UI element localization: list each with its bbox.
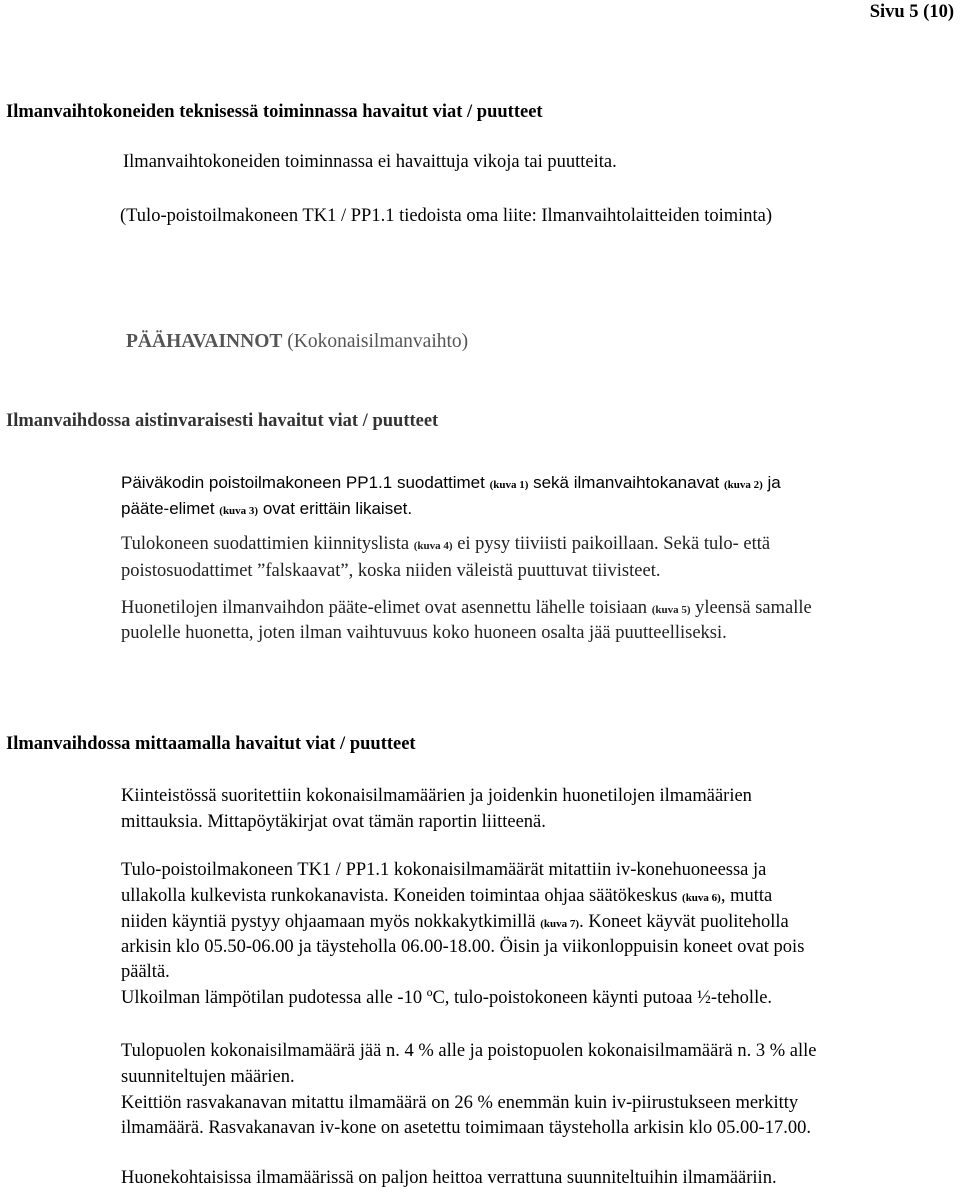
measured-p2-line1: Tulo-poistoilmakoneen TK1 / PP1.1 kokonaisilmamäärät mitattiin iv-konehuoneessa ja <box>121 860 767 880</box>
measured-p2-line5: päältä. <box>121 962 170 982</box>
photo-ref-2: (kuva 2) <box>723 479 763 491</box>
page-number: Sivu 5 (10) <box>869 2 954 22</box>
measured-p3-line3: Keittiön rasvakanavan mitattu ilmamäärä on 26 % enemmän kuin iv-piirustukseen merkitty <box>121 1093 799 1113</box>
photo-ref-1: (kuva 1) <box>489 479 529 491</box>
measured-p3-line1: Tulopuolen kokonaisilmamäärä jää n. 4 % alle ja poistopuolen kokonaisilmamäärä n. 3 % alle <box>121 1041 817 1061</box>
main-findings-bold: PÄÄHAVAINNOT <box>126 331 283 352</box>
photo-ref-7: (kuva 7) <box>540 918 580 930</box>
photo-ref-5: (kuva 5) <box>651 604 691 616</box>
technical-line-2: (Tulo-poistoilmakoneen TK1 / PP1.1 tiedoista oma liite: Ilmanvaihtolaitteiden toiminta) <box>120 206 773 226</box>
sensory-p1-line2: pääte-elimet (kuva 3) ovat erittäin likaiset. <box>121 499 413 518</box>
section-heading-measured: Ilmanvaihdossa mittaamalla havaitut viat / puutteet <box>6 734 416 754</box>
main-findings-rest: (Kokonaisilmanvaihto) <box>282 331 469 352</box>
sensory-p3-line1: Huonetilojen ilmanvaihdon pääte-elimet ovat asennettu lähelle toisiaan (kuva 5) yleensä samalle <box>121 598 812 618</box>
measured-p2-line6: Ulkoilman lämpötilan pudotessa alle -10 ºC, tulo-poistokoneen käynti putoaa ½-teholle. <box>121 988 773 1008</box>
measured-p4-line1: Huonekohtaisissa ilmamäärissä on paljon heittoa verrattuna suunniteltuihin ilmamääriin. <box>121 1168 777 1188</box>
photo-ref-3: (kuva 3) <box>219 505 259 517</box>
measured-p2-line2: ullakolla kulkevista runkokanavista. Koneiden toimintaa ohjaa säätökeskus (kuva 6), mutta <box>121 886 773 906</box>
photo-ref-4: (kuva 4) <box>413 540 453 552</box>
sensory-p2-line2: poistosuodattimet ”falskaavat”, koska niiden väleistä puuttuvat tiivisteet. <box>121 561 661 581</box>
sensory-p3-line2: puolelle huonetta, joten ilman vaihtuvuus koko huoneen osalta jää puutteelliseksi. <box>121 623 727 643</box>
sensory-p1-line1: Päiväkodin poistoilmakoneen PP1.1 suodattimet (kuva 1) sekä ilmanvaihtokanavat (kuva 2) ja <box>121 473 781 492</box>
photo-ref-6: (kuva 6) <box>682 892 721 904</box>
section-heading-sensory: Ilmanvaihdossa aistinvaraisesti havaitut viat / puutteet <box>6 411 439 431</box>
measured-p2-line4: arkisin klo 05.50-06.00 ja täysteholla 06.00-18.00. Öisin ja viikonloppuisin koneet ovat pois <box>121 937 805 957</box>
section-heading-technical: Ilmanvaihtokoneiden teknisessä toiminnassa havaitut viat / puutteet <box>6 102 543 122</box>
measured-p2-line3: niiden käyntiä pystyy ohjaamaan myös nokkakytkimillä (kuva 7). Koneet käyvät puoliteholla <box>121 912 789 932</box>
technical-line-1: Ilmanvaihtokoneiden toiminnassa ei havaittuja vikoja tai puutteita. <box>123 152 617 172</box>
measured-p1-line1: Kiinteistössä suoritettiin kokonaisilmamäärien ja joidenkin huonetilojen ilmamäärien <box>121 786 752 806</box>
measured-p3-line2: suunniteltujen määrien. <box>121 1067 295 1087</box>
measured-p1-line2: mittauksia. Mittapöytäkirjat ovat tämän raportin liitteenä. <box>121 812 546 832</box>
measured-p3-line4: ilmamäärä. Rasvakanavan iv-kone on asetettu toimimaan täysteholla arkisin klo 05.00-17.00. <box>121 1118 811 1138</box>
sensory-p2-line1: Tulokoneen suodattimien kiinnityslista (kuva 4) ei pysy tiiviisti paikoillaan. Sekä tulo- että <box>121 534 771 554</box>
main-findings-title <box>126 331 468 353</box>
